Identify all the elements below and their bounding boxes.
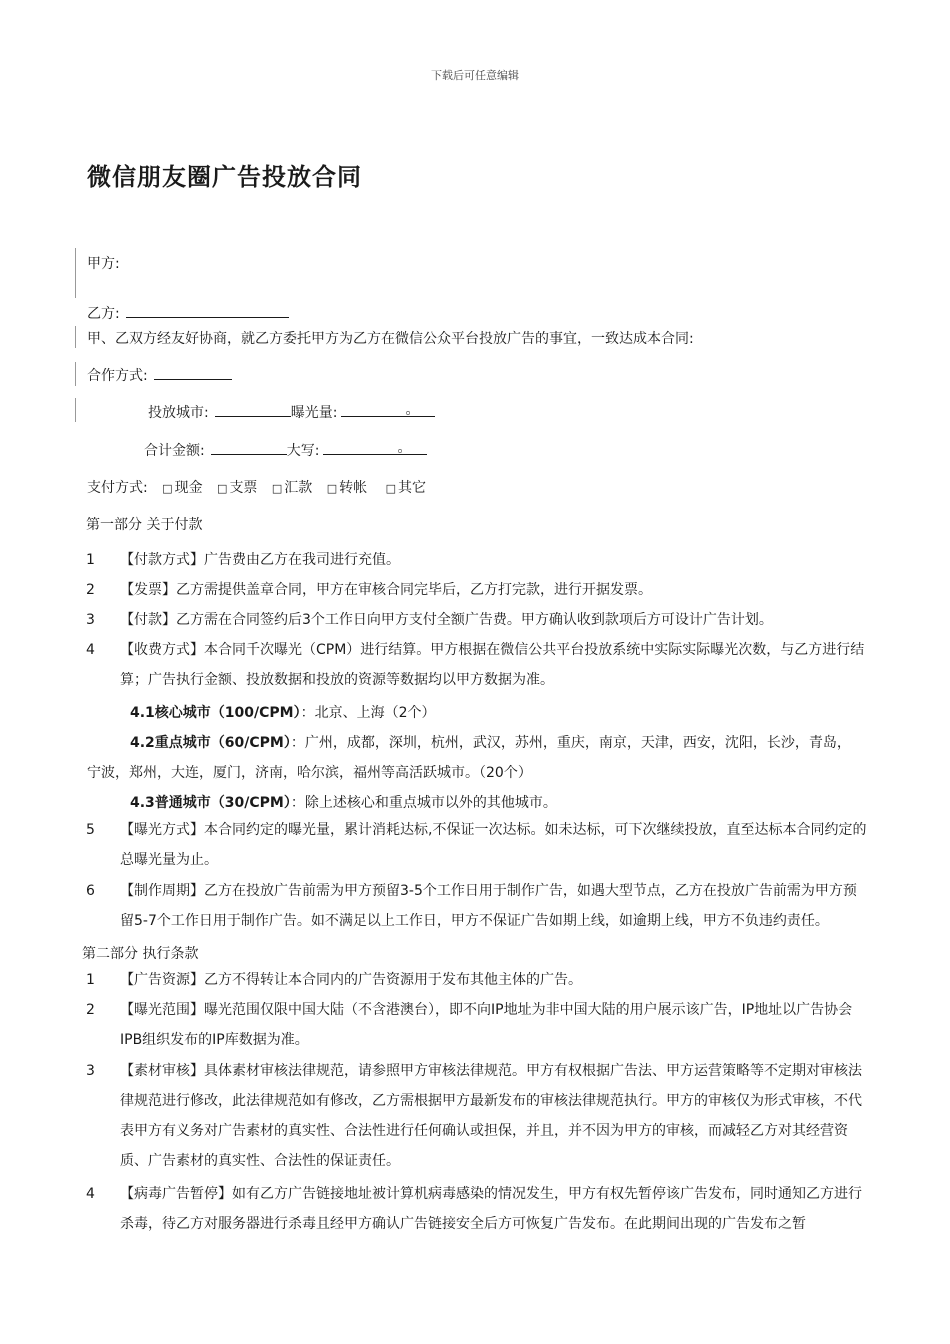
subclause-4-3: [130, 792, 557, 812]
part2-heading: 第二部分 执行条款: [82, 946, 199, 962]
capital-field[interactable]: [323, 440, 427, 455]
item-number: 2: [86, 1002, 95, 1018]
option-transfer: 转帐: [339, 480, 368, 496]
party-a-label: 甲方:: [87, 256, 120, 272]
checkbox-check[interactable]: □: [217, 482, 228, 495]
cooperation-label: 合作方式:: [87, 368, 148, 384]
subclause-text: ：广州，成都，深圳，杭州，武汉，苏州，重庆，南京，天津，西安，沈阳，长沙，青岛，: [290, 735, 851, 751]
clause-text: 【付款】乙方需在合同签约后3个工作日向甲方支付全额广告费。甲方确认收到款项后方可设计广告计划。: [120, 612, 773, 628]
payment-line: [87, 477, 426, 497]
option-check: 支票: [229, 480, 258, 496]
capital-label: 大写:: [286, 443, 320, 459]
period-mark: 。: [405, 402, 420, 418]
item-number: 3: [86, 1063, 95, 1079]
clause-text: 【病毒广告暂停】如有乙方广告链接地址被计算机病毒感染的情况发生，甲方有权先暂停该广告发布，同时通知乙方进行杀毒，待乙方对服务器进行杀毒且经甲方确认广告链接安全后方可恢复广告发布。在此期间出现的广告发布之暂: [120, 1186, 862, 1232]
item-number: 5: [86, 822, 95, 838]
checkbox-cash[interactable]: □: [162, 482, 173, 495]
subclause-4-1: [130, 702, 436, 722]
header-note: 下载后可任意编辑: [431, 69, 519, 82]
item-number: 1: [86, 972, 95, 988]
clause-text: 【付款方式】广告费由乙方在我司进行充值。: [120, 552, 400, 568]
subclause-label: 4.1核心城市（100/CPM）: [130, 705, 301, 721]
margin-bar: [75, 248, 76, 298]
clause-text: 【素材审核】具体素材审核法律规范，请参照甲方审核法律规范。甲方有权根据广告法、甲方运营策略等不定期对审核法律规范进行修改，此法律规范如有修改，乙方需根据甲方最新发布的审核法律规范执行。甲方的审核仅为形式审核，不代表甲方有义务对广告素材的真实性、合法性进行任何确认或担保，并且，并不因为甲方的审核，而减轻乙方对其经营资质、广告素材的真实性、合法性的保证责任。: [120, 1063, 862, 1169]
party-b-field[interactable]: [126, 303, 289, 318]
amount-label: 合计金额:: [144, 443, 205, 459]
amount-line: [144, 440, 427, 460]
item-number: 4: [86, 642, 95, 658]
cooperation-line: [87, 365, 232, 385]
party-b-label: 乙方:: [87, 306, 120, 322]
checkbox-remittance[interactable]: □: [271, 482, 283, 495]
subclause-4-2-cont: 宁波，郑州，大连，厦门，济南，哈尔滨，福州等高活跃城市。（20个）: [87, 765, 532, 781]
intro-text: 甲、乙双方经友好协商，就乙方委托甲方为乙方在微信公众平台投放广告的事宜，一致达成本合同:: [87, 331, 694, 347]
period-mark: 。: [397, 440, 412, 456]
subclause-label: 4.3普通城市（30/CPM）: [130, 795, 291, 811]
city-line: [148, 402, 435, 422]
clause-text: 【发票】乙方需提供盖章合同，甲方在审核合同完毕后，乙方打完款，进行开据发票。: [120, 582, 652, 598]
clause-text: 【曝光范围】曝光范围仅限中国大陆（不含港澳台），即不向IP地址为非中国大陆的用户展示该广告，IP地址以广告协会IPB组织发布的IP库数据为准。: [120, 1002, 853, 1048]
subclause-label: 4.2重点城市（60/CPM）: [130, 735, 291, 751]
contract-title: 微信朋友圈广告投放合同: [87, 163, 362, 191]
subclause-text: ：除上述核心和重点城市以外的其他城市。: [290, 795, 557, 811]
exposure-label: 曝光量:: [290, 405, 338, 421]
checkbox-other[interactable]: □: [385, 482, 397, 495]
item-number: 3: [86, 612, 95, 628]
subclause-4-2: [130, 732, 851, 752]
clause-text: 【广告资源】乙方不得转让本合同内的广告资源用于发布其他主体的广告。: [120, 972, 582, 988]
subclause-text: ：北京、上海（2个）: [300, 705, 436, 721]
city-label: 投放城市:: [148, 405, 209, 421]
margin-bar: [75, 398, 76, 422]
item-number: 1: [86, 552, 95, 568]
item-number: 6: [86, 883, 95, 899]
exposure-field[interactable]: [341, 402, 435, 417]
clause-text: 【收费方式】本合同千次曝光（CPM）进行结算。甲方根据在微信公共平台投放系统中实际实际曝光次数，与乙方进行结算；广告执行金额、投放数据和投放的资源等数据均以甲方数据为准。: [120, 642, 865, 688]
option-other: 其它: [398, 480, 427, 496]
item-number: 2: [86, 582, 95, 598]
item-number: 4: [86, 1186, 95, 1202]
checkbox-transfer[interactable]: □: [326, 482, 338, 495]
margin-bar: [75, 326, 76, 348]
margin-bar: [75, 362, 76, 386]
amount-field[interactable]: [211, 440, 287, 455]
city-field[interactable]: [215, 402, 291, 417]
clause-text: 【制作周期】乙方在投放广告前需为甲方预留3-5个工作日用于制作广告，如遇大型节点，乙方在投放广告前需为甲方预留5-7个工作日用于制作广告。如不满足以上工作日，甲方不保证广告如期上线，如逾期上线，甲方不负违约责任。: [120, 883, 857, 929]
option-remittance: 汇款: [284, 480, 313, 496]
cooperation-field[interactable]: [154, 365, 232, 380]
payment-label: 支付方式:: [87, 480, 148, 496]
part1-heading: 第一部分 关于付款: [86, 517, 203, 533]
party-b-line: [87, 303, 289, 323]
clause-text: 【曝光方式】本合同约定的曝光量，累计消耗达标,不保证一次达标。如未达标，可下次继续投放，直至达标本合同约定的总曝光量为止。: [120, 822, 867, 868]
option-cash: 现金: [174, 480, 203, 496]
